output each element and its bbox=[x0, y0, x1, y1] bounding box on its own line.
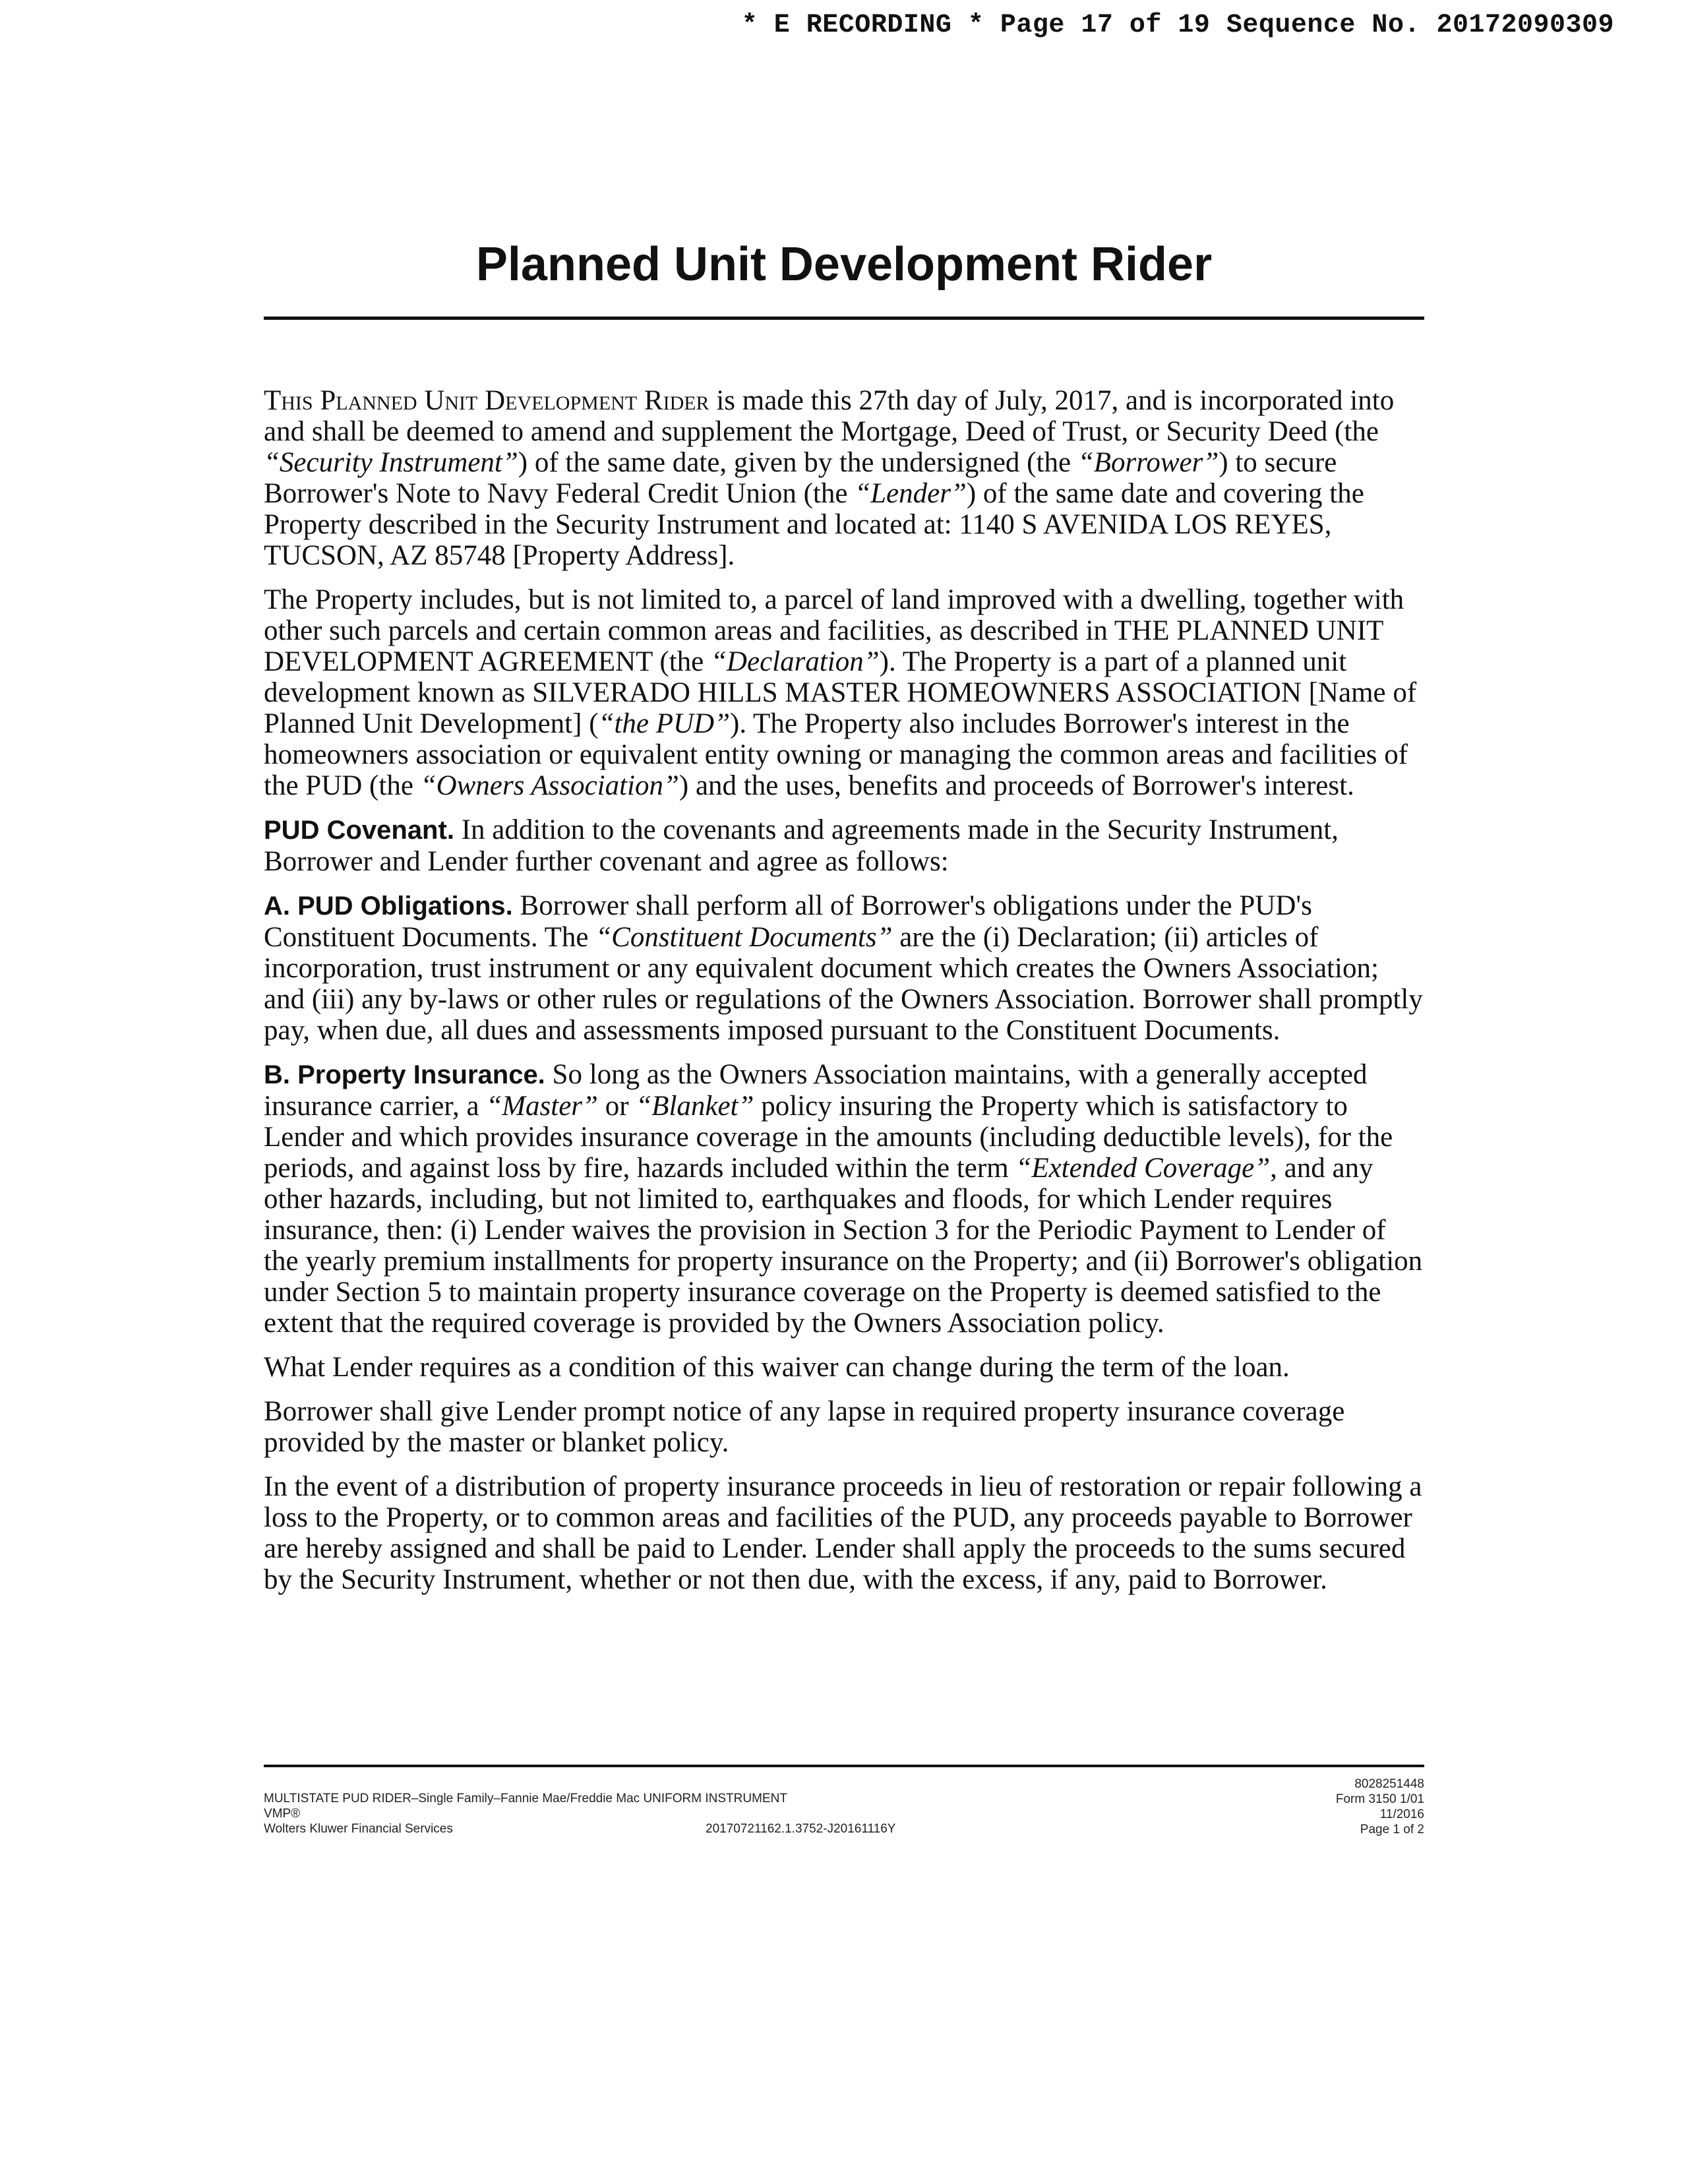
intro-lead: This Planned Unit Development Rider bbox=[264, 385, 709, 416]
section-a-paragraph bbox=[264, 890, 1426, 1046]
intro-text: ) of the same date and covering the Property described in the Security Instrument and located at: 1140 S AVENIDA LOS REYES, TUCSON, AZ 85748 [Property Address]. bbox=[264, 478, 1364, 571]
distribution-paragraph: In the event of a distribution of property insurance proceeds in lieu of restoration or repair following a loss to the Property, or to common areas and facilities of the PUD, any proceeds payable to Borrower are hereby assigned and shall be paid to Lender. Lender shall apply the proceeds to the sums secured by the Security Instrument, whether or not then due, with the excess, if any, paid to Borrower. bbox=[264, 1471, 1422, 1595]
footer-document-code: 20170721162.1.3752-J20161116Y bbox=[706, 1822, 896, 1836]
property-text: ) and the uses, benefits and proceeds of Borrower's interest. bbox=[678, 770, 1354, 801]
property-paragraph bbox=[264, 584, 1426, 801]
section-b-text: or bbox=[597, 1091, 636, 1122]
footer-form-number: Form 3150 1/01 bbox=[1335, 1792, 1424, 1806]
section-b-paragraph bbox=[264, 1059, 1426, 1339]
term-pud: “the PUD” bbox=[598, 708, 731, 739]
document-title: Planned Unit Development Rider bbox=[475, 238, 1213, 291]
term-extended-coverage: “Extended Coverage” bbox=[1015, 1153, 1271, 1184]
title-divider bbox=[264, 317, 1424, 320]
section-a-heading: A. PUD Obligations. bbox=[264, 892, 513, 921]
footer-publisher: Wolters Kluwer Financial Services bbox=[264, 1822, 453, 1836]
section-b-heading: B. Property Insurance. bbox=[264, 1060, 545, 1089]
section-b-text: So long as the Owners Association maintains, with a generally accepted insurance carrier, a bbox=[264, 1059, 1368, 1122]
property-text: The Property includes, but is not limited to, a parcel of land improved with a dwelling, together with other such parcels and certain common areas and facilities, as described in THE PLANNED UNIT DEVELOPMENT AGREEMENT (the bbox=[264, 584, 1404, 677]
footer-form-title: MULTISTATE PUD RIDER–Single Family–Fannie Mae/Freddie Mac UNIFORM INSTRUMENT bbox=[264, 1792, 787, 1805]
section-b-text: , and any other hazards, including, but not limited to, earthquakes and floods, for which Lender requires insurance, then: (i) Lender waives the provision in Section 3 for the Periodic Payment to Lender of the yearly premium installments for property insurance on the Property; and (ii) Borrower's obligation under Section 5 to maintain property insurance coverage on the Property is deemed satisfied to the extent that the required coverage is provided by the Owners Association policy. bbox=[264, 1153, 1423, 1339]
property-text: ). The Property is a part of a planned unit development known as SILVERADO HILLS MASTER HOMEOWNERS ASSOCIATION [Name of Planned Unit Development] ( bbox=[264, 646, 1417, 739]
term-owners-association: “Owners Association” bbox=[420, 770, 679, 801]
footer-divider bbox=[264, 1765, 1424, 1767]
section-a-text: are the (i) Declaration; (ii) articles of incorporation, trust instrument or any equivalent document which creates the Owners Association; and (iii) any by-laws or other rules or regulations of the Owners Association. Borrower shall promptly pay, when due, all dues and assessments imposed pursuant to the Constituent Documents. bbox=[264, 922, 1423, 1046]
intro-paragraph bbox=[264, 385, 1426, 571]
notice-paragraph: Borrower shall give Lender prompt notice of any lapse in required property insurance coverage provided by the master or blanket policy. bbox=[264, 1396, 1345, 1458]
page-footer bbox=[264, 1771, 1424, 1850]
footer-loan-number: 8028251448 bbox=[1354, 1777, 1424, 1791]
term-borrower: “Borrower” bbox=[1077, 447, 1219, 478]
pud-covenant-heading: PUD Covenant. bbox=[264, 816, 454, 845]
recording-header: * E RECORDING * Page 17 of 19 Sequence No. 20172090309 bbox=[741, 11, 1614, 40]
term-lender: “Lender” bbox=[855, 478, 967, 509]
pud-covenant-text: In addition to the covenants and agreements made in the Security Instrument, Borrower and Lender further covenant and agree as follows: bbox=[264, 814, 1339, 877]
term-master: “Master” bbox=[486, 1091, 598, 1122]
intro-text: ) to secure Borrower's Note to Navy Federal Credit Union (the bbox=[264, 447, 1337, 509]
term-security-instrument: “Security Instrument” bbox=[264, 447, 518, 478]
section-a-text: Borrower shall perform all of Borrower's obligations under the PUD's Constituent Documents. The bbox=[264, 890, 1312, 953]
term-declaration: “Declaration” bbox=[711, 646, 880, 677]
footer-form-details bbox=[1336, 1776, 1424, 1837]
term-constituent-documents: “Constituent Documents” bbox=[595, 922, 893, 953]
footer-page-number: Page 1 of 2 bbox=[1360, 1823, 1424, 1836]
waiver-paragraph: What Lender requires as a condition of this waiver can change during the term of the loan. bbox=[264, 1352, 1290, 1383]
section-b-text: policy insuring the Property which is satisfactory to Lender and which provides insurance coverage in the amounts (including deductible levels), for the periods, and against loss by fire, hazards included within the term bbox=[264, 1091, 1393, 1184]
footer-vmp: VMP® bbox=[264, 1807, 301, 1821]
intro-text: ) of the same date, given by the undersigned (the bbox=[518, 447, 1078, 478]
pud-covenant-paragraph bbox=[264, 814, 1426, 877]
intro-text: is made this 27th day of July, 2017, and is incorporated into and shall be deemed to amend and supplement the Mortgage, Deed of Trust, or Security Deed (the bbox=[264, 385, 1395, 447]
term-blanket: “Blanket” bbox=[636, 1091, 754, 1122]
footer-revision-date: 11/2016 bbox=[1379, 1807, 1424, 1821]
document-body bbox=[264, 385, 1426, 1608]
property-text: ). The Property also includes Borrower's interest in the homeowners association or equivalent entity owning or managing the common areas and facilities of the PUD (the bbox=[264, 708, 1408, 801]
